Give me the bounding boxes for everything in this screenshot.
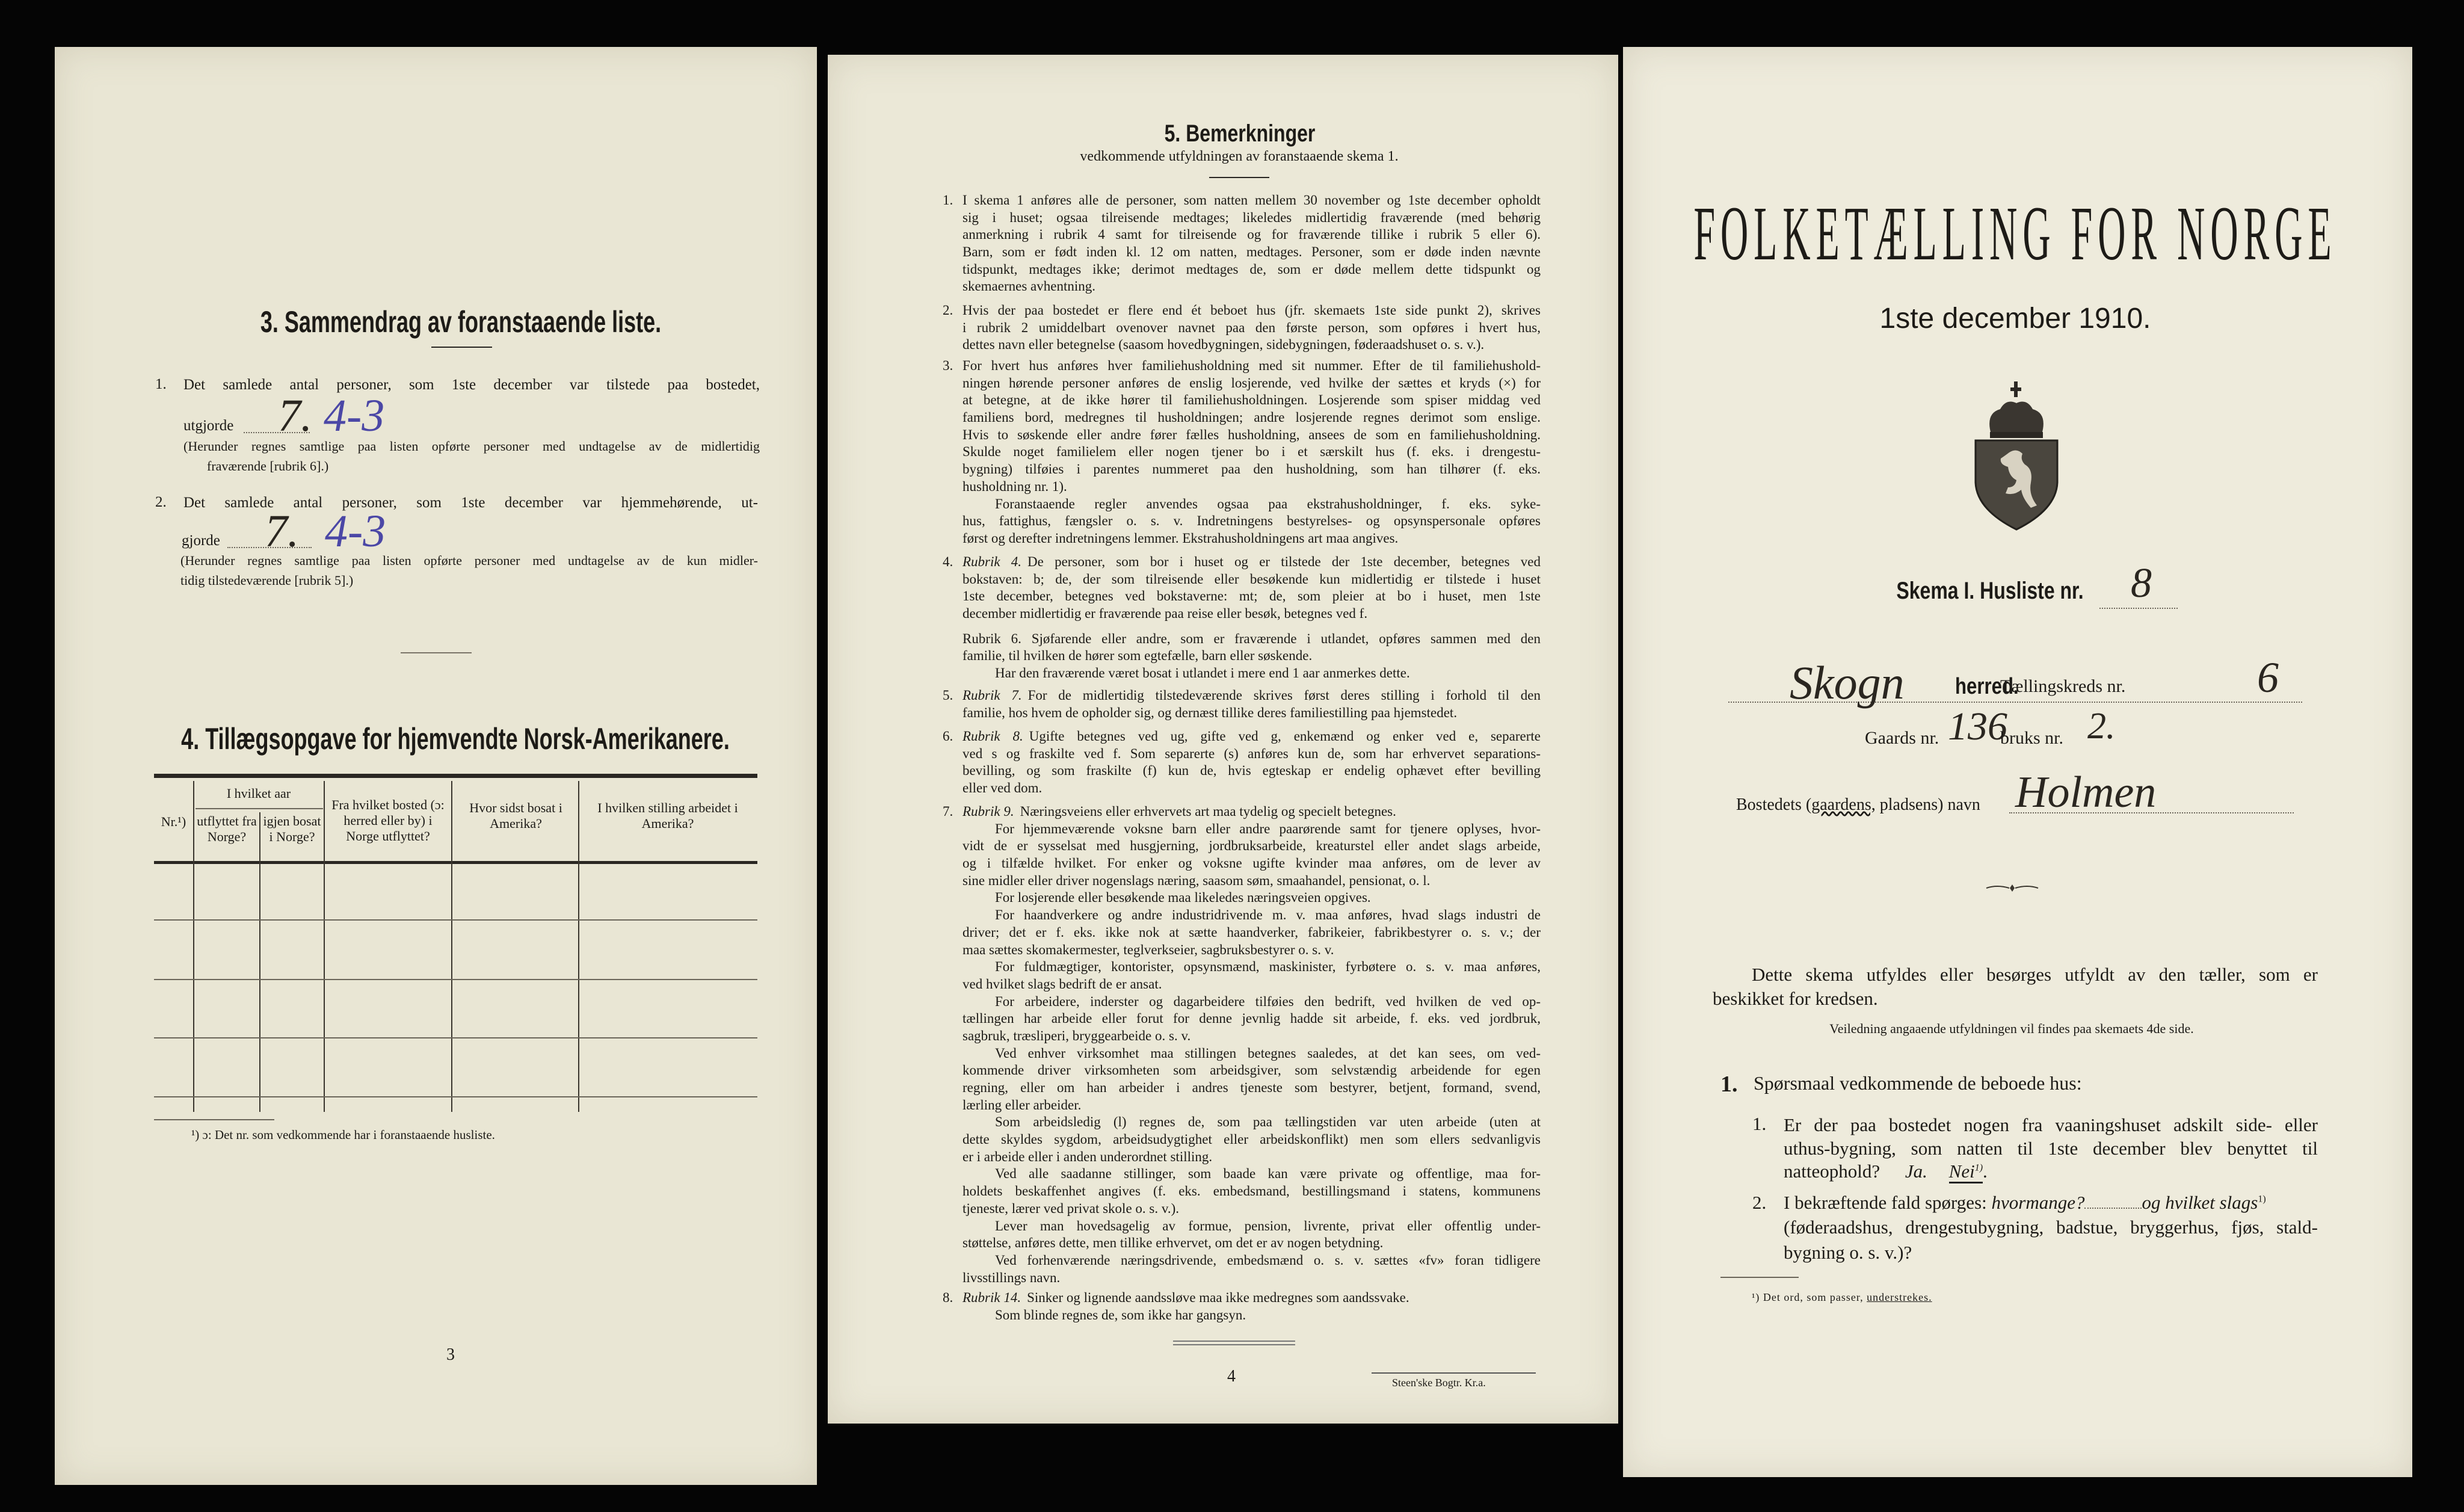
handwritten-count-present: 7. [278, 390, 312, 441]
remark-paragraph [962, 665, 1541, 682]
remark-line [962, 942, 1541, 959]
remark-line [962, 1045, 1541, 1063]
remark-line-text: skemaernes avhentning. [962, 279, 1095, 294]
remark-number: 7. [943, 804, 953, 819]
handwritten-husliste-number: 8 [2131, 560, 2152, 606]
remark-line-text: For arbeidere, inderster og dagarbeidere tilføies den bedrift, ved hvilken de ved op- [995, 993, 1541, 1009]
remark-line-text: 1ste december, betegnes ved bokstaverne: mt; de, som pleier at bo i huset, men 1ste [962, 588, 1541, 604]
remark-paragraph [962, 1289, 1541, 1307]
remark-line [962, 1010, 1541, 1028]
gjorde-label: gjorde [182, 532, 220, 549]
fill-line [2099, 608, 2178, 609]
remark-line-text: Har den fraværende været bosat i utlandet i mere end 1 aar anmerkes dette. [995, 665, 1410, 681]
remark-number: 1. [943, 193, 953, 208]
answer-ja: Ja. [1905, 1161, 1927, 1182]
remark-line-text: Lever man hovedsagelig av formue, pension, livrente, privat eller offentlig under- [995, 1218, 1541, 1233]
remark-line-text: ved s og fraskilte ved f. Som separerte (s) anføres kun de, som har erhvervet separations- [962, 745, 1541, 761]
herred-label: herred. [1955, 674, 2019, 699]
remark-line [962, 605, 1541, 623]
column-header-position: I hvilken stilling arbeidet i Amerika? [597, 800, 738, 831]
remark-line-text: bevilling, og som fraskilte (f) kun de, hvis egteskap er endelig ophævet efter bevilling [962, 763, 1541, 779]
remark-line [962, 1028, 1541, 1045]
answer-nei: Nei [1948, 1161, 1975, 1182]
column-divider [324, 781, 325, 1112]
remark-paragraph [962, 803, 1541, 821]
remark-line [962, 821, 1541, 838]
remark-paragraph [962, 496, 1541, 548]
remark-line [962, 319, 1541, 337]
section-3-heading [182, 304, 739, 340]
remark-paragraph [962, 1252, 1541, 1286]
rubrik-label: Rubrik 7. [962, 688, 1022, 703]
remark-paragraph [962, 1218, 1541, 1252]
handwritten-bruks-number: 2. [2087, 706, 2116, 747]
question-1-text: natteophold? [1784, 1161, 1880, 1182]
remark-line [962, 530, 1541, 548]
remark-line [962, 687, 1541, 705]
remark-line-text: vidt de er sysselsat med husgjerning, jordbruksarbeide, kreaturstel eller andet slags arbeide, [962, 838, 1541, 854]
remark-line-text: De personer, som bor i huset og er tilstede der 1ste december, betegnes ved [1027, 554, 1541, 569]
remark-line [962, 1079, 1541, 1097]
remark-line-text: er i arbeide eller i anden underordnet stilling. [962, 1149, 1213, 1164]
remark-line-text: Næringsveiens eller erhvervets art maa tydelig og specielt betegnes. [1020, 804, 1396, 819]
remark-line-text: tællingen har arbeide eller forut for denne jevnlig hadde sit arbeide, f. eks. ved jordbruk, [962, 1011, 1541, 1026]
remark-line-text: driver; det er f. eks. ikke nok at sætte haandverker, fabrikeier, fabrikbestyrer o. s. v.; der [962, 924, 1541, 940]
remark-line-text: og i tilfælde hvilket. For enker og voksne ugifte kvinder maa anføres, om de lever av [962, 856, 1541, 871]
divider [1209, 177, 1269, 178]
item-number: 2. [155, 494, 167, 510]
remark-paragraph [962, 1165, 1541, 1217]
remarks-heading-text: 5. Bemerkninger [1164, 120, 1316, 147]
question-1-answer-line [1784, 1161, 1988, 1182]
remark-line [962, 1252, 1541, 1270]
remark-line-text: husholdning nr. 1). [962, 478, 1067, 494]
remark-line-text: tjeneste, lærer ved privat skole o. s. v.). [962, 1200, 1180, 1216]
remark-item [943, 728, 1541, 797]
column-header-returned: igjen bosat i Norge? [263, 813, 321, 844]
question-1-text: Er der paa bostedet nogen fra vaaningshuset adskilt side- eller [1784, 1114, 2318, 1135]
remark-line [962, 1200, 1541, 1218]
remark-line-text: For fuldmægtiger, kontorister, opsynsmænd, maskinister, fyrbøtere o. s. v. maa anføres, [995, 959, 1541, 975]
remark-line-text: Foranstaaende regler anvendes ogsaa paa ekstrahusholdninger, f. eks. syke- [995, 496, 1541, 511]
column-divider [259, 812, 260, 1112]
census-date: 1ste december 1910. [1879, 303, 2151, 335]
remark-line [962, 780, 1541, 797]
remark-line-text: familie, hos hvem de opholder sig, og dernæst tillike deres familiestilling paa hjemstedet. [962, 705, 1458, 720]
remark-line-text: ningen hørende personer anføres de enslig losjerende, ved hvilke der sættes et kryds (×) for [962, 375, 1541, 390]
remark-line [962, 461, 1541, 478]
remark-line-text: maa sættes skomakermester, teglverkseier, sagbruksbestyrer o. s. v. [962, 942, 1334, 957]
census-title-text: FOLKETÆLLING FOR NORGE [1693, 191, 2337, 276]
column-header-emigrated: utflyttet fra Norge? [197, 813, 257, 844]
section-4-heading-text: 4. Tillægsopgave for hjemvendte Norsk-Amerikanere. [181, 722, 730, 756]
remark-line [962, 762, 1541, 780]
remark-paragraph [962, 907, 1541, 958]
coat-of-arms-icon [1973, 380, 2060, 531]
remark-line-text: Hvis to søskende eller andre fører fælles husholdning, ansees de som en familiehusholdning. [962, 427, 1541, 442]
fill-line [2084, 1208, 2142, 1209]
remark-line [962, 1097, 1541, 1114]
remark-paragraph [962, 357, 1541, 496]
handwritten-gaards-number: 136 [1948, 705, 2007, 748]
remark-paragraph [962, 302, 1541, 354]
remark-line [962, 907, 1541, 924]
guidance-text: Veiledning angaaende utfyldningen vil findes paa skemaets 4de side. [1829, 1021, 2194, 1036]
question-2-text: I bekræftende fald spørges: [1784, 1192, 1987, 1213]
remark-paragraph [962, 993, 1541, 1045]
page-3 [55, 47, 817, 1485]
remark-line [962, 588, 1541, 605]
remark-line-text: regning, eller om han arbeider i andres tjeneste som bestyrer, betjent, formand, svend, [962, 1080, 1541, 1095]
question-2-slags: og hvilket slags [2142, 1192, 2258, 1213]
column-divider [578, 781, 579, 1112]
answer-nei-underlined [1949, 1161, 1983, 1183]
remark-line-text: anmerkning i rubrik 4 samt for tilreisende og for fraværende tillike i rubrik 5 eller 6). [962, 227, 1541, 242]
section-3-heading-text: 3. Sammendrag av foranstaaende liste. [260, 305, 662, 339]
note-text: (Herunder regnes samtlige paa listen opførte personer med undtagelse av de midlertidig [183, 439, 760, 454]
remark-line [962, 554, 1541, 571]
remark-line-text: Ugifte betegnes ved ug, gifte ved g, enkemænd og enker ved e, separerte [1029, 729, 1541, 744]
question-section-number: 1. [1720, 1072, 1738, 1097]
remark-line [962, 665, 1541, 682]
remark-paragraph [962, 728, 1541, 797]
remark-line [962, 513, 1541, 530]
remark-line-text: støttelse, anføres dette, men tillike erhvervet, om det er av nogen betydning. [962, 1235, 1384, 1251]
remark-line-text: sagbruk, træsliperi, bryggearbeide o. s. v. [962, 1028, 1191, 1043]
remark-line-text: Barn, som er født inden kl. 12 om natten, medtages. Personer, som er døde inden nævnte [962, 244, 1541, 260]
item-number: 1. [155, 376, 167, 392]
gaards-label: Gaards nr. [1865, 728, 1939, 748]
remark-line [962, 496, 1541, 513]
remark-line [962, 705, 1541, 722]
question-2-text: (føderaadshus, drengestubygning, badstue, bryggerhus, fjøs, stald- [1784, 1217, 2318, 1238]
rubrik-label: Rubrik 8. [962, 729, 1023, 744]
intro-text: beskikket for kredsen. [1713, 988, 1878, 1009]
remark-paragraph [962, 687, 1541, 721]
remark-paragraph [962, 889, 1541, 907]
schema-heading [1873, 578, 2107, 608]
remark-paragraph [962, 631, 1541, 665]
rubrik-label: Rubrik 9. [962, 804, 1014, 819]
remark-item [943, 554, 1541, 682]
remarks-subtitle: vedkommende utfyldningen av foranstaaende skema 1. [1080, 149, 1399, 164]
remark-line-text: Som blinde regnes de, som ikke har gangsyn. [995, 1307, 1246, 1322]
remark-paragraph [962, 958, 1541, 993]
remark-line [962, 958, 1541, 976]
remark-line [962, 1149, 1541, 1166]
remark-line [962, 872, 1541, 890]
remark-line-text: bygning) tilføies i parentes nummeret paa den husholdning, som han tilhører (f. eks. [962, 461, 1541, 477]
remarks-heading [1145, 120, 1334, 147]
note-text: (Herunder regnes samtlige paa listen opførte personer med undtagelse av de kun midler- [180, 553, 758, 568]
bruks-label: bruks nr. [2000, 728, 2063, 748]
table-row-line [154, 919, 757, 921]
remark-line [962, 1183, 1541, 1200]
bosted-label-post: pladsens) navn [1875, 795, 1980, 814]
question-1-text: uthus-bygning, som natten til 1ste december blev benyttet til [1784, 1138, 2318, 1159]
utgjorde-label: utgjorde [183, 418, 234, 434]
remark-line [962, 392, 1541, 409]
summary-resident-text: Det samlede antal personer, som 1ste december var hjemmehørende, ut- [183, 495, 758, 511]
remark-line-text: sig i huset; ogsaa tilreisende medtages; likeledes midlertidig fraværende (med behørig [962, 209, 1541, 225]
footnote [1752, 1291, 1932, 1304]
remark-line-text: Skulde noget familielem eller nogen tjener bo i et særskilt hus (f. eks. i drengestu- [962, 444, 1541, 460]
remark-line [962, 443, 1541, 461]
punctuation: . [1983, 1161, 1988, 1182]
remark-line-text: eller ved dom. [962, 780, 1043, 796]
rubrik-label: Rubrik 14. [962, 1290, 1021, 1305]
remark-line [962, 571, 1541, 588]
remark-line-text: Rubrik 6. Sjøfarende eller andre, som er fraværende i utlandet, opføres sammen med den [962, 631, 1541, 646]
remark-line-text: i rubrik 2 umiddelbart ovenover navnet paa den første person, som opføres i hvert hus, [962, 319, 1541, 335]
census-title [1372, 191, 2464, 276]
remark-line [962, 375, 1541, 392]
footnote-ref: 1) [2258, 1194, 2266, 1205]
remark-line [962, 647, 1541, 665]
remark-line-text: lærling eller arbeider. [962, 1097, 1082, 1112]
table-row-line [154, 1037, 757, 1038]
divider [431, 347, 492, 348]
remark-paragraph [962, 821, 1541, 890]
remark-line-text: dettes navn eller betegnelse (saasom hovedbygningen, sidebygningen, føderaadshuset o. s. v.). [962, 337, 1485, 353]
bosted-label [1736, 795, 1980, 815]
remark-item [943, 302, 1541, 354]
remark-line-text: I skema 1 anføres alle de personer, som natten mellem 30 november og 1ste december opholdt [962, 193, 1541, 208]
remark-line [962, 1235, 1541, 1252]
remark-line-text: For de midlertidig tilstedeværende skrives først deres stilling i forhold til den [1027, 688, 1541, 703]
remark-line-text: bokstaven: b; de, der som tilreisende eller besøkende kun midlertidig er tilstede i huset [962, 571, 1541, 587]
remark-line-text: Ved enhver virksomhet maa stillingen betegnes saaledes, at det kan sees, om ved- [995, 1045, 1541, 1061]
handwritten-count-present-blue: 4-3 [324, 390, 385, 441]
remark-number: 6. [943, 729, 953, 744]
question-2-line [1784, 1192, 2266, 1214]
remark-line-text: familiens bord, medregnes til husholdningen; andre losjerende regnes derimot som enslige. [962, 410, 1541, 425]
handwritten-count-resident: 7. [265, 506, 299, 557]
remark-line [962, 993, 1541, 1011]
remark-line-text: tidspunkt, medtages ikke; derimot medtages de, som er døde mellem dette tidspunkt og [962, 261, 1541, 277]
footnote: ¹) ɔ: Det nr. som vedkommende har i foranstaaende husliste. [191, 1128, 495, 1142]
remark-line [962, 1307, 1541, 1324]
remark-line-text: For haandverkere og andre industridrivende m. v. maa anføres, hvad slags industri de [995, 907, 1541, 923]
rubrik-label: Rubrik 4. [962, 554, 1022, 569]
remark-number: 5. [943, 688, 953, 703]
remark-line-text: Hvis der paa bostedet er flere end ét beboet hus (jfr. skemaets 1ste side punkt 2), skrives [962, 303, 1541, 318]
remark-line-text: familie, til hvilken de hører som egtefælle, barn eller søskende. [962, 648, 1313, 664]
remark-line [962, 1131, 1541, 1149]
printer-imprint: Steen'ske Bogtr. Kr.a. [1392, 1377, 1486, 1389]
question-number: 2. [1752, 1192, 1767, 1213]
footnote-underlined-word: understrekes. [1867, 1291, 1932, 1303]
question-2-text: bygning o. s. v.)? [1784, 1242, 1912, 1263]
note-text: tidig tilstedeværende [rubrik 5].) [180, 573, 354, 588]
remark-line [962, 357, 1541, 375]
column-group-year: I hvilket aar [226, 786, 291, 801]
remark-line-text: livsstillings navn. [962, 1270, 1061, 1285]
handwritten-herred: Skogn [1790, 656, 1905, 709]
remark-line [962, 976, 1541, 993]
remark-line-text: Ved forhenværende næringsdrivende, embedsmænd o. s. v. sættes «fv» foran tidligere [995, 1252, 1541, 1268]
remark-number: 4. [943, 554, 953, 569]
remark-line [962, 889, 1541, 907]
remark-line [962, 427, 1541, 444]
remark-line-text: For hjemmeværende voksne barn eller andre paarørende samt for tjenere oplyses, hvor- [995, 821, 1541, 836]
ornament-icon [1985, 882, 2039, 894]
double-rule [1173, 1344, 1295, 1345]
remark-line-text: december midlertidig er fraværende paa reise eller besøk, betegnes ved f. [962, 606, 1368, 622]
remark-line-text: hus, fattighus, fængsler o. s. v. Indretningens bestyrelses- og opsynspersonale opføres [962, 513, 1541, 529]
table-header-rule [154, 861, 757, 864]
double-rule [1173, 1341, 1295, 1342]
footnote-rule [1720, 1277, 1799, 1278]
remark-line-text: kommende driver virksomheten som arbeidsgiver, som selvstændig arbeidende for egen [962, 1063, 1541, 1078]
remark-item [943, 687, 1541, 721]
remark-line [962, 855, 1541, 872]
remark-line-text: at betegne, at de ikke hører til familiehusholdningen. Losjerende som spiser middag ved [962, 392, 1541, 408]
divider [401, 652, 472, 653]
remark-line-text: For hvert hus anføres hver familiehusholdning med sit nummer. Efter de til familiehushold- [962, 358, 1541, 373]
table-row-line [154, 979, 757, 980]
remark-line-text: Som arbeidsledig (l) regnes de, som paa tællingstiden var uten arbeide (uten at [995, 1114, 1541, 1130]
intro-text: Dette skema utfyldes eller besørges utfyldt av den tæller, som er [1752, 964, 2318, 985]
bosted-label-pre: Bostedets ( [1736, 795, 1812, 814]
question-section-heading: Spørsmaal vedkommende de beboede hus: [1754, 1072, 2082, 1094]
remark-line [962, 1218, 1541, 1235]
printer-rule [1372, 1372, 1536, 1374]
remark-number: 3. [943, 358, 953, 373]
remark-item [943, 357, 1541, 548]
remark-line [962, 745, 1541, 763]
remark-line-text: dette skyldes sygdom, arbeidsudygtighet eller arbeidskonflikt) men som ellers sedvanligvis [962, 1132, 1541, 1147]
remark-paragraph [962, 554, 1541, 623]
remark-item [943, 1289, 1541, 1324]
question-2-hvormange: hvormange? [1991, 1192, 2085, 1213]
summary-present-text: Det samlede antal personer, som 1ste december var tilstede paa bostedet, [183, 377, 760, 393]
remark-number: 2. [943, 303, 953, 318]
remark-line [962, 478, 1541, 496]
handwritten-bosted-name: Holmen [2015, 768, 2157, 817]
remark-line [962, 1165, 1541, 1183]
column-header-last-residence: Hvor sidst bosat i Amerika? [469, 800, 562, 831]
remark-line [962, 1114, 1541, 1131]
remark-line-text: Ved alle saadanne stillinger, som baade kan være private og offentlige, maa for- [995, 1166, 1541, 1182]
remark-line [962, 409, 1541, 427]
remark-line [962, 302, 1541, 319]
remark-line [962, 278, 1541, 295]
remark-paragraph [962, 1045, 1541, 1114]
footnote-rule [154, 1119, 274, 1120]
page-number: 3 [446, 1345, 455, 1364]
remark-paragraph [962, 1307, 1541, 1324]
remark-line [962, 631, 1541, 648]
schema-label: Skema I. Husliste nr. [1896, 578, 2084, 604]
table-row-line [154, 1096, 757, 1097]
remark-line-text: For losjerende eller besøkende maa likeledes næringsveien opgives. [995, 890, 1371, 906]
remark-line-text: Sinker og lignende aandssløve maa ikke medregnes som aandssvake. [1027, 1290, 1409, 1305]
remark-line [962, 1289, 1541, 1307]
remark-paragraph [962, 1114, 1541, 1165]
remark-line [962, 1062, 1541, 1079]
remark-line [962, 924, 1541, 942]
remark-number: 8. [943, 1290, 953, 1305]
bosted-underlined-word: gaardens, [1811, 795, 1876, 814]
remark-line [962, 728, 1541, 745]
remark-line [962, 336, 1541, 354]
remark-line-text: sine midler eller driver nogenslags næring, saasom søm, smaahandel, pensionat, o. l. [962, 872, 1431, 888]
remark-line-text: holdets beskaffenhet angives (f. eks. embedsmand, bestillingsmand i statens, kommunens [962, 1183, 1541, 1199]
kreds-label: Tællingskreds nr. [2000, 676, 2126, 696]
column-divider [451, 781, 452, 1112]
footnote-text: ¹) Det ord, som passer, [1752, 1291, 1867, 1303]
remark-line [962, 1270, 1541, 1287]
page-number: 4 [1227, 1367, 1236, 1386]
column-header-from-where: Fra hvilket bosted (ɔ: herred eller by) i Norge utflyttet? [331, 797, 445, 844]
section-4-heading [75, 721, 836, 757]
handwritten-kreds-number: 6 [2257, 653, 2279, 702]
note-text: fraværende [rubrik 6].) [207, 458, 329, 474]
group-rule [196, 808, 323, 809]
remark-line [962, 838, 1541, 855]
column-header-nr: Nr.¹) [161, 814, 186, 829]
table-top-rule [154, 774, 757, 778]
question-number: 1. [1752, 1113, 1767, 1134]
handwritten-count-resident-blue: 4-3 [325, 506, 386, 557]
remark-item [943, 803, 1541, 1286]
remark-line-text: først og derefter indretningens lemmer. Ekstrahusholdningens art maa angives. [962, 530, 1399, 546]
remark-line [962, 803, 1541, 821]
remark-line-text: ved hvilket slags bedrift de er ansat. [962, 976, 1162, 992]
footnote-ref: 1) [1974, 1162, 1983, 1173]
